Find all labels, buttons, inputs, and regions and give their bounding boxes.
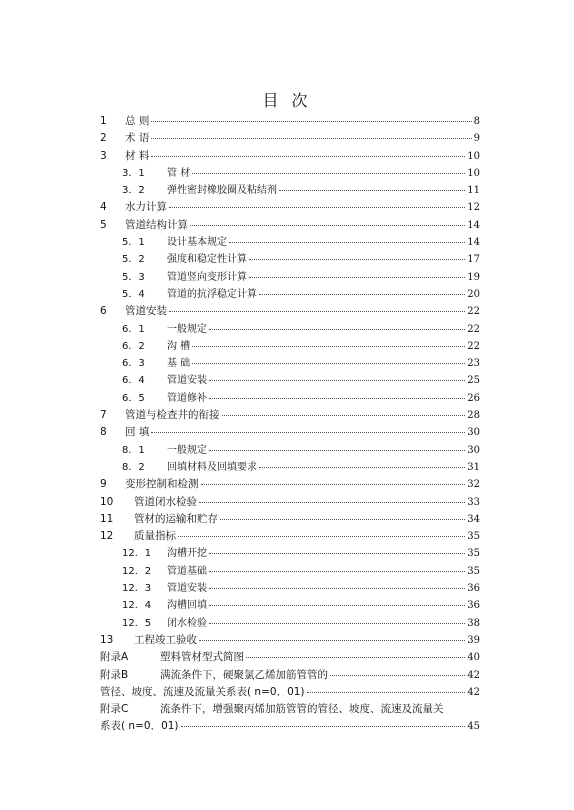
toc-entry-label: 塑料管材型式简图 <box>160 651 244 664</box>
toc-entry[interactable] <box>100 234 480 251</box>
toc-entry[interactable] <box>100 303 480 320</box>
toc-entry[interactable] <box>100 580 480 597</box>
toc-entry[interactable] <box>100 701 480 718</box>
toc-leader-dots <box>151 431 465 433</box>
toc-page-number: 17 <box>467 254 480 266</box>
toc-entry[interactable] <box>100 667 480 684</box>
toc-entry-number: 1 <box>100 115 107 127</box>
toc-entry-number: 3．2 <box>122 185 145 197</box>
toc-entry-number: 3．1 <box>122 167 145 179</box>
toc-leader-dots <box>446 709 479 710</box>
toc-page-number: 22 <box>467 340 480 352</box>
toc-page-number: 45 <box>467 721 480 733</box>
toc-page-number: 26 <box>467 392 480 404</box>
toc-entry-label: 管道基础 <box>167 565 207 577</box>
toc-entry[interactable] <box>100 442 480 459</box>
toc-page-number: 22 <box>467 323 480 335</box>
toc-entry-label: 管道竖向变形计算 <box>167 271 247 283</box>
toc-leader-dots <box>209 397 465 399</box>
toc-entry[interactable] <box>100 286 480 303</box>
toc-entry-label: 闭水检验 <box>167 617 207 629</box>
toc-page-number: 35 <box>467 565 480 577</box>
toc-entry-number: 6．5 <box>122 392 145 404</box>
toc-leader-dots <box>151 155 465 157</box>
toc-entry-label: 满流条件下，硬聚氯乙烯加筋管管的 <box>160 668 328 681</box>
toc-leader-dots <box>181 725 466 727</box>
toc-leader-dots <box>201 483 466 485</box>
toc-page-number: 10 <box>467 167 480 179</box>
toc-leader-dots <box>169 206 465 208</box>
toc-entry-number: 5．1 <box>122 237 145 249</box>
toc-page-number: 14 <box>467 219 480 231</box>
toc-entry-number: 12．1 <box>122 548 152 560</box>
toc-leader-dots <box>192 172 465 174</box>
toc-entry-number: 5 <box>100 218 107 231</box>
toc-leader-dots <box>330 674 465 676</box>
toc-page-number: 14 <box>467 237 480 249</box>
toc-leader-dots <box>249 276 465 278</box>
toc-entry-label: 管道结构计算 <box>125 218 188 231</box>
toc-page-number: 42 <box>467 669 480 681</box>
toc-page-number: 40 <box>467 652 480 664</box>
toc-entry[interactable] <box>100 476 480 493</box>
toc-page-number: 33 <box>467 496 480 508</box>
toc-page-number: 30 <box>467 444 480 456</box>
toc-leader-dots <box>220 518 465 520</box>
toc-entry[interactable] <box>100 130 480 147</box>
toc-entry[interactable] <box>100 372 480 389</box>
toc-entry[interactable] <box>100 182 480 199</box>
toc-entry-number: 5．2 <box>122 254 145 266</box>
toc-leader-dots <box>199 639 465 641</box>
toc-entry-label: 管 材 <box>167 167 191 179</box>
toc-page-number: 12 <box>467 202 480 214</box>
toc-entry[interactable] <box>100 338 480 355</box>
toc-leader-dots <box>209 552 465 554</box>
toc-entry-number: 8 <box>100 426 107 439</box>
toc-entry-number: 6 <box>100 305 107 318</box>
toc-entry-label: 沟槽回填 <box>167 600 207 612</box>
toc-leader-dots <box>209 328 465 330</box>
toc-entry[interactable] <box>100 684 480 701</box>
toc-entry[interactable] <box>100 251 480 268</box>
toc-entry[interactable] <box>100 390 480 407</box>
toc-page-number: 9 <box>473 133 480 145</box>
toc-leader-dots <box>307 691 466 693</box>
toc-entry[interactable] <box>100 632 480 649</box>
toc-page-number: 11 <box>467 185 480 197</box>
toc-entry-label: 变形控制和检测 <box>125 478 199 491</box>
toc-entry-number: 12 <box>100 530 114 543</box>
toc-entry-label: 管道安装 <box>125 305 167 318</box>
toc-entry-label: 弹性密封橡胶圈及粘结剂 <box>167 185 277 197</box>
toc-entry[interactable] <box>100 649 480 666</box>
toc-entry-label: 流条件下，增强聚丙烯加筋管管的管径、坡度、流速及流量关 <box>160 703 444 716</box>
toc-page-number: 31 <box>467 461 480 473</box>
toc-entry-label: 管道与检查井的衔接 <box>125 409 220 422</box>
toc-leader-dots <box>190 224 465 226</box>
toc-entry-number: 8．1 <box>122 444 145 456</box>
toc-entry-number: 9 <box>100 478 107 491</box>
toc-entry-number: 10 <box>100 495 114 508</box>
toc-page-number: 39 <box>467 634 480 646</box>
toc-page-number: 38 <box>467 617 480 629</box>
toc-leader-dots <box>209 379 465 381</box>
toc-entry-label: 沟 槽 <box>167 340 191 352</box>
toc-leader-dots <box>222 414 466 416</box>
toc-entry-number: 附录C <box>100 703 129 716</box>
toc-leader-dots <box>209 622 465 624</box>
toc-leader-dots <box>209 604 465 606</box>
toc-page-number: 28 <box>467 410 480 422</box>
toc-page-number: 30 <box>467 427 480 439</box>
toc-entry-label: 基 础 <box>167 358 191 370</box>
toc-entry-number: 12．3 <box>122 583 152 595</box>
toc-entry-label: 水力计算 <box>125 201 167 214</box>
toc-entry-number: 12．4 <box>122 600 152 612</box>
toc-entry[interactable] <box>100 511 480 528</box>
toc-entry-label: 沟槽开挖 <box>167 548 207 560</box>
toc-leader-dots <box>199 501 465 503</box>
toc-leader-dots <box>151 137 471 139</box>
toc-entry-label: 材 料 <box>125 149 150 162</box>
toc-entry-label: 总 则 <box>125 115 150 127</box>
toc-entry-number: 12．5 <box>122 617 152 629</box>
toc-entry-label: 设计基本规定 <box>167 237 227 249</box>
toc-entry[interactable] <box>100 597 480 614</box>
toc-page-number: 19 <box>467 271 480 283</box>
toc-entry[interactable] <box>100 615 480 632</box>
toc-entry-number: 8．2 <box>122 461 145 473</box>
toc-entry[interactable] <box>100 459 480 476</box>
toc-leader-dots <box>192 345 465 347</box>
toc-leader-dots <box>246 656 465 658</box>
toc-page-number: 22 <box>467 306 480 318</box>
toc-leader-dots <box>209 449 465 451</box>
toc-entry[interactable] <box>100 494 480 511</box>
toc-entry-number: 3 <box>100 149 107 162</box>
page-title: 目 次 <box>262 91 312 110</box>
toc-leader-dots <box>249 258 465 260</box>
toc-entry-label: 质量指标 <box>134 530 176 543</box>
toc-entry-number: 13 <box>100 633 114 646</box>
toc-entry[interactable] <box>100 321 480 338</box>
toc-entry-label: 系表( n=0．01) <box>100 720 179 733</box>
toc-entry-label: 管道闭水检验 <box>134 495 197 508</box>
toc-entry[interactable] <box>100 148 480 165</box>
toc-entry-number: 7 <box>100 409 107 422</box>
toc-entry-label: 术 语 <box>125 132 150 145</box>
toc-entry[interactable] <box>100 355 480 372</box>
toc-entry[interactable] <box>100 269 480 286</box>
toc-entry[interactable] <box>100 199 480 216</box>
toc-entry-number: 5．3 <box>122 271 145 283</box>
toc-entry[interactable] <box>100 563 480 580</box>
toc-leader-dots <box>229 241 465 243</box>
toc-page-number: 36 <box>467 583 480 595</box>
toc-entry-number: 11 <box>100 512 114 525</box>
toc-entry-label: 工程竣工验收 <box>134 633 197 646</box>
toc-entry-number: 附录B <box>100 668 129 681</box>
toc-leader-dots <box>192 362 465 364</box>
toc-entry-label: 强度和稳定性计算 <box>167 254 247 266</box>
toc-entry-label: 回填材料及回填要求 <box>167 461 257 473</box>
toc-entry[interactable] <box>100 545 480 562</box>
toc-entry-number: 2 <box>100 132 107 145</box>
toc-page-number: 32 <box>467 479 480 491</box>
table-of-contents <box>100 113 480 736</box>
toc-entry-label: 一般规定 <box>167 323 207 335</box>
toc-entry-label: 管道安装 <box>167 375 207 387</box>
toc-page-number: 35 <box>467 531 480 543</box>
toc-entry-label: 管径、坡度、流速及流量关系表( n=0．01) <box>100 685 305 698</box>
toc-leader-dots <box>279 189 465 191</box>
toc-entry-number: 6．3 <box>122 358 145 370</box>
toc-page-number: 10 <box>467 150 480 162</box>
toc-leader-dots <box>209 587 465 589</box>
toc-entry[interactable] <box>100 407 480 424</box>
toc-entry-number: 5．4 <box>122 288 145 300</box>
toc-leader-dots <box>169 310 465 312</box>
toc-leader-dots <box>259 293 465 295</box>
toc-page-number: 36 <box>467 600 480 612</box>
toc-page-number: 23 <box>467 358 480 370</box>
toc-entry[interactable] <box>100 165 480 182</box>
toc-entry-label: 管道修补 <box>167 392 207 404</box>
toc-entry-number: 6．2 <box>122 340 145 352</box>
toc-entry-number: 4 <box>100 201 107 214</box>
toc-leader-dots <box>151 120 471 122</box>
toc-entry[interactable] <box>100 718 480 735</box>
toc-page-number: 35 <box>467 548 480 560</box>
toc-entry-number: 附录A <box>100 651 129 664</box>
toc-entry-label: 管道的抗浮稳定计算 <box>167 288 257 300</box>
toc-entry-number: 12．2 <box>122 565 152 577</box>
toc-leader-dots <box>178 535 465 537</box>
toc-page-number: 20 <box>467 288 480 300</box>
toc-page-number: 25 <box>467 375 480 387</box>
toc-leader-dots <box>259 466 465 468</box>
toc-entry-label: 回 填 <box>125 426 150 439</box>
toc-entry[interactable] <box>100 528 480 545</box>
toc-leader-dots <box>209 570 465 572</box>
toc-entry-label: 管材的运输和贮存 <box>134 512 218 525</box>
toc-entry[interactable] <box>100 424 480 441</box>
toc-entry-label: 一般规定 <box>167 444 207 456</box>
toc-entry[interactable] <box>100 217 480 234</box>
toc-page-number: 8 <box>473 116 480 127</box>
toc-entry-number: 6．1 <box>122 323 145 335</box>
toc-entry[interactable] <box>100 113 480 130</box>
toc-entry-label: 管道安装 <box>167 583 207 595</box>
toc-page-number: 42 <box>467 686 480 698</box>
toc-entry-number: 6．4 <box>122 375 145 387</box>
toc-page-number: 34 <box>467 513 480 525</box>
